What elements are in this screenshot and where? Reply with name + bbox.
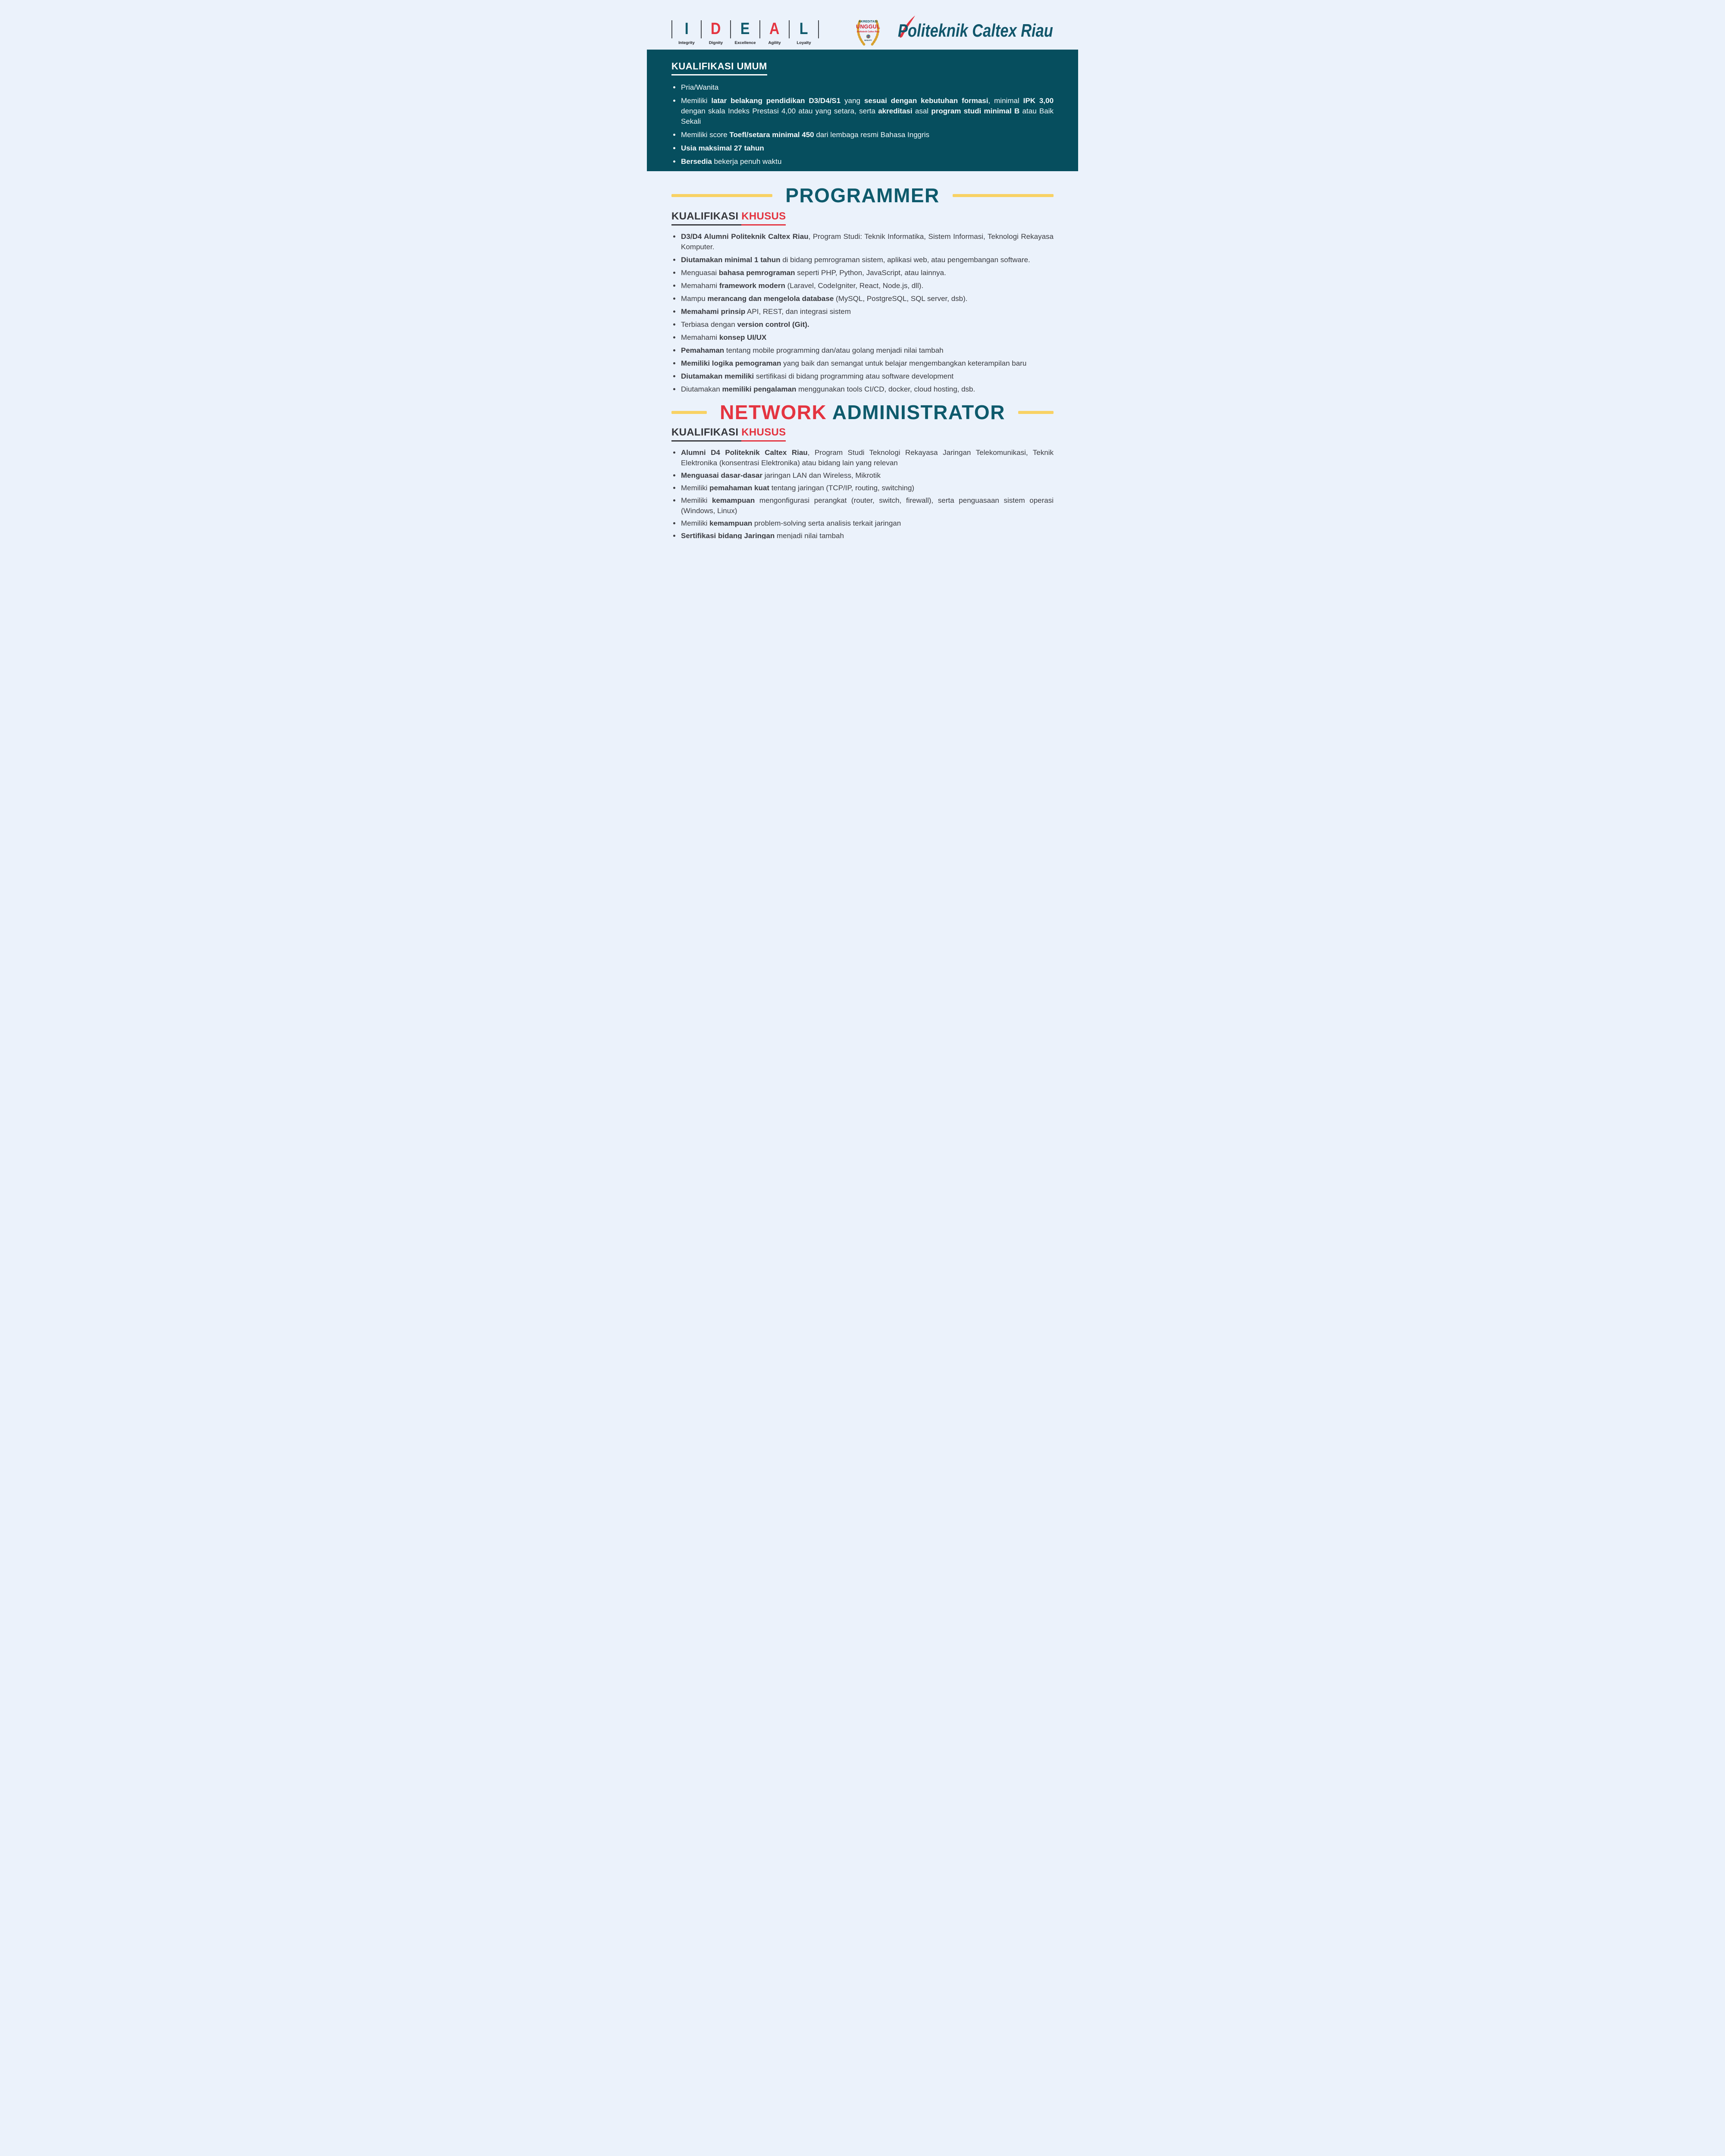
bullet-text: Diutamakan memiliki pengalaman menggunakan tools CI/CD, docker, cloud hosting, dsb. [681,385,975,393]
programmer-title-row [671,185,1054,205]
bullet-text: Terbiasa dengan version control (Git). [681,320,809,329]
list-item [671,518,1054,529]
bullet-dot-icon [673,100,675,102]
network-title-word: NETWORK [720,401,827,423]
bullet-text: D3/D4 Alumni Politeknik Caltex Riau, Program Studi: Teknik Informatika, Sistem Informasi, Teknologi Rekayasa Komputer. [681,232,1054,251]
divider-bar-right [953,194,1054,197]
bullet-text: Memiliki pemahaman kuat tentang jaringan (TCP/IP, routing, switching) [681,484,915,492]
list-item [671,307,1054,317]
ideal-letter-cell [702,20,730,45]
list-item [671,531,1054,539]
bullet-dot-icon [673,499,675,501]
bullet-dot-icon [673,235,675,238]
list-item [671,232,1054,252]
badge-akreditasi-label: AKREDITASI [858,20,878,23]
bullet-dot-icon [673,362,675,364]
bullet-text: Pria/Wanita [681,83,719,91]
list-item [671,130,1054,140]
list-item [671,281,1054,291]
bullet-dot-icon [673,451,675,454]
bullet-text: Memiliki logika pemograman yang baik dan semangat untuk belajar mengembangkan keterampilan baru [681,359,1027,367]
list-item [671,470,1054,481]
flyer-page [647,0,1078,539]
list-item [671,483,1054,493]
bullet-dot-icon [673,336,675,338]
network-qualification-list [671,448,1054,539]
divider-bar-right [1018,411,1054,414]
programmer-subtitle [671,210,1078,226]
bullet-text: Mampu merancang dan mengelola database (MySQL, PostgreSQL, SQL server, dsb). [681,295,968,303]
bullet-text: Diutamakan minimal 1 tahun di bidang pemrograman sistem, aplikasi web, atau pengembangan software. [681,256,1030,264]
bullet-dot-icon [673,323,675,326]
khusus-label: KHUSUS [741,426,786,442]
list-item [671,82,1054,93]
general-qualification-list [671,82,1054,167]
brand-logo [898,22,1078,40]
ban-pt-label: BAN-PT [864,39,872,41]
network-title-row [671,402,1054,422]
programmer-title-text: PROGRAMMER [785,184,940,207]
badge-unggul-label: UNGGUL [856,23,880,30]
ideal-letter-cell [760,20,789,45]
bullet-text: Memiliki score Toefl/setara minimal 450 dari lembaga resmi Bahasa Inggris [681,131,930,139]
bullet-text: Sertifikasi bidang Jaringan menjadi nilai tambah [681,532,844,539]
bullet-dot-icon [673,522,675,524]
ideal-letter: L [800,20,808,38]
programmer-qualification-list [671,232,1054,395]
bullet-text: Menguasai bahasa pemrograman seperti PHP, Python, JavaScript, atau lainnya. [681,269,946,277]
bullet-dot-icon [673,298,675,300]
divider-bar-left [671,194,772,197]
list-item [671,384,1054,395]
general-qualification-section [647,50,1078,171]
ideal-letter-label: Dignity [709,41,723,45]
network-title [720,402,1005,422]
bullet-dot-icon [673,259,675,261]
bullet-text: Memahami konsep UI/UX [681,333,767,342]
list-item [671,345,1054,356]
list-item [671,157,1054,167]
ideal-letter: D [711,20,721,38]
kualifikasi-label: KUALIFIKASI [671,426,741,442]
list-item [671,143,1054,154]
general-qualification-title: KUALIFIKASI UMUM [671,61,767,75]
list-item [671,358,1054,369]
ideal-letter-label: Loyalty [797,41,811,45]
bullet-dot-icon [673,349,675,351]
administrator-title-word: ADMINISTRATOR [832,401,1005,423]
bullet-text: Memahami prinsip API, REST, dan integrasi sistem [681,307,851,316]
bullet-text: Diutamakan memiliki sertifikasi di bidang programming atau software development [681,372,954,380]
ideal-letter-cell [672,20,701,45]
bullet-dot-icon [673,375,675,377]
list-item [671,96,1054,127]
bullet-text: Alumni D4 Politeknik Caltex Riau, Program Studi Teknologi Rekayasa Jaringan Telekomunikasi, Teknik Elektronika (konsentrasi Elektronika) atau bidang lain yang relevan [681,448,1054,467]
list-item [671,448,1054,468]
bullet-dot-icon [673,134,675,136]
badge-content [850,14,886,47]
programmer-title [785,185,939,205]
list-item [671,371,1054,382]
brand-wordmark: Politeknik Caltex Riau [898,20,1053,41]
ideal-letter-cell [731,20,759,45]
bullet-dot-icon [673,272,675,274]
bullet-text: Memahami framework modern (Laravel, CodeIgniter, React, Node.js, dll). [681,282,924,290]
bullet-text: Memiliki latar belakang pendidikan D3/D4/S1 yang sesuai dengan kebutuhan formasi, minimal IPK 3,00 dengan skala Indeks Prestasi 4,00 atau yang setara, serta akreditasi asal program studi minimal B atau Baik Sekali [681,97,1054,125]
bullet-dot-icon [673,285,675,287]
ideal-letter-label: Excellence [734,41,756,45]
accreditation-badge [850,14,886,47]
list-item [671,268,1054,278]
bullet-text: Menguasai dasar-dasar jaringan LAN dan Wireless, Mikrotik [681,471,881,479]
kualifikasi-label: KUALIFIKASI [671,210,741,226]
bullet-dot-icon [673,160,675,163]
bullet-text: Memiliki kemampuan problem-solving serta analisis terkait jaringan [681,519,901,527]
list-item [671,320,1054,330]
bullet-text: Usia maksimal 27 tahun [681,144,764,152]
bullet-dot-icon [673,86,675,88]
ideal-letter: E [740,20,750,38]
bullet-dot-icon [673,388,675,390]
list-item [671,332,1054,343]
ideal-letter-label: Integrity [678,41,695,45]
khusus-label: KHUSUS [741,210,786,226]
network-subtitle [671,426,1078,442]
bullet-text: Bersedia bekerja penuh waktu [681,157,782,166]
header [647,0,1078,50]
ban-pt-globe-icon [866,34,871,39]
main-content [647,171,1078,539]
list-item [671,294,1054,304]
ideal-letter-cell [790,20,818,45]
bullet-text: Pemahaman tentang mobile programming dan/atau golang menjadi nilai tambah [681,346,944,354]
bullet-dot-icon [673,535,675,537]
list-item [671,255,1054,265]
badge-institution-label: Politeknik Caltex Riau [856,30,880,33]
ideal-letter-label: Agility [768,41,781,45]
bullet-dot-icon [673,474,675,476]
ideal-letter: I [684,20,689,38]
bullet-dot-icon [673,147,675,149]
ideal-separator [818,20,819,38]
divider-bar-left [671,411,707,414]
bullet-dot-icon [673,310,675,313]
list-item [671,495,1054,516]
bullet-text: Memiliki kemampuan mengonfigurasi perangkat (router, switch, firewall), serta penguasaan sistem operasi (Windows, Linux) [681,496,1054,515]
bullet-dot-icon [673,487,675,489]
ideal-logo [671,20,819,45]
ideal-letter: A [769,20,780,38]
